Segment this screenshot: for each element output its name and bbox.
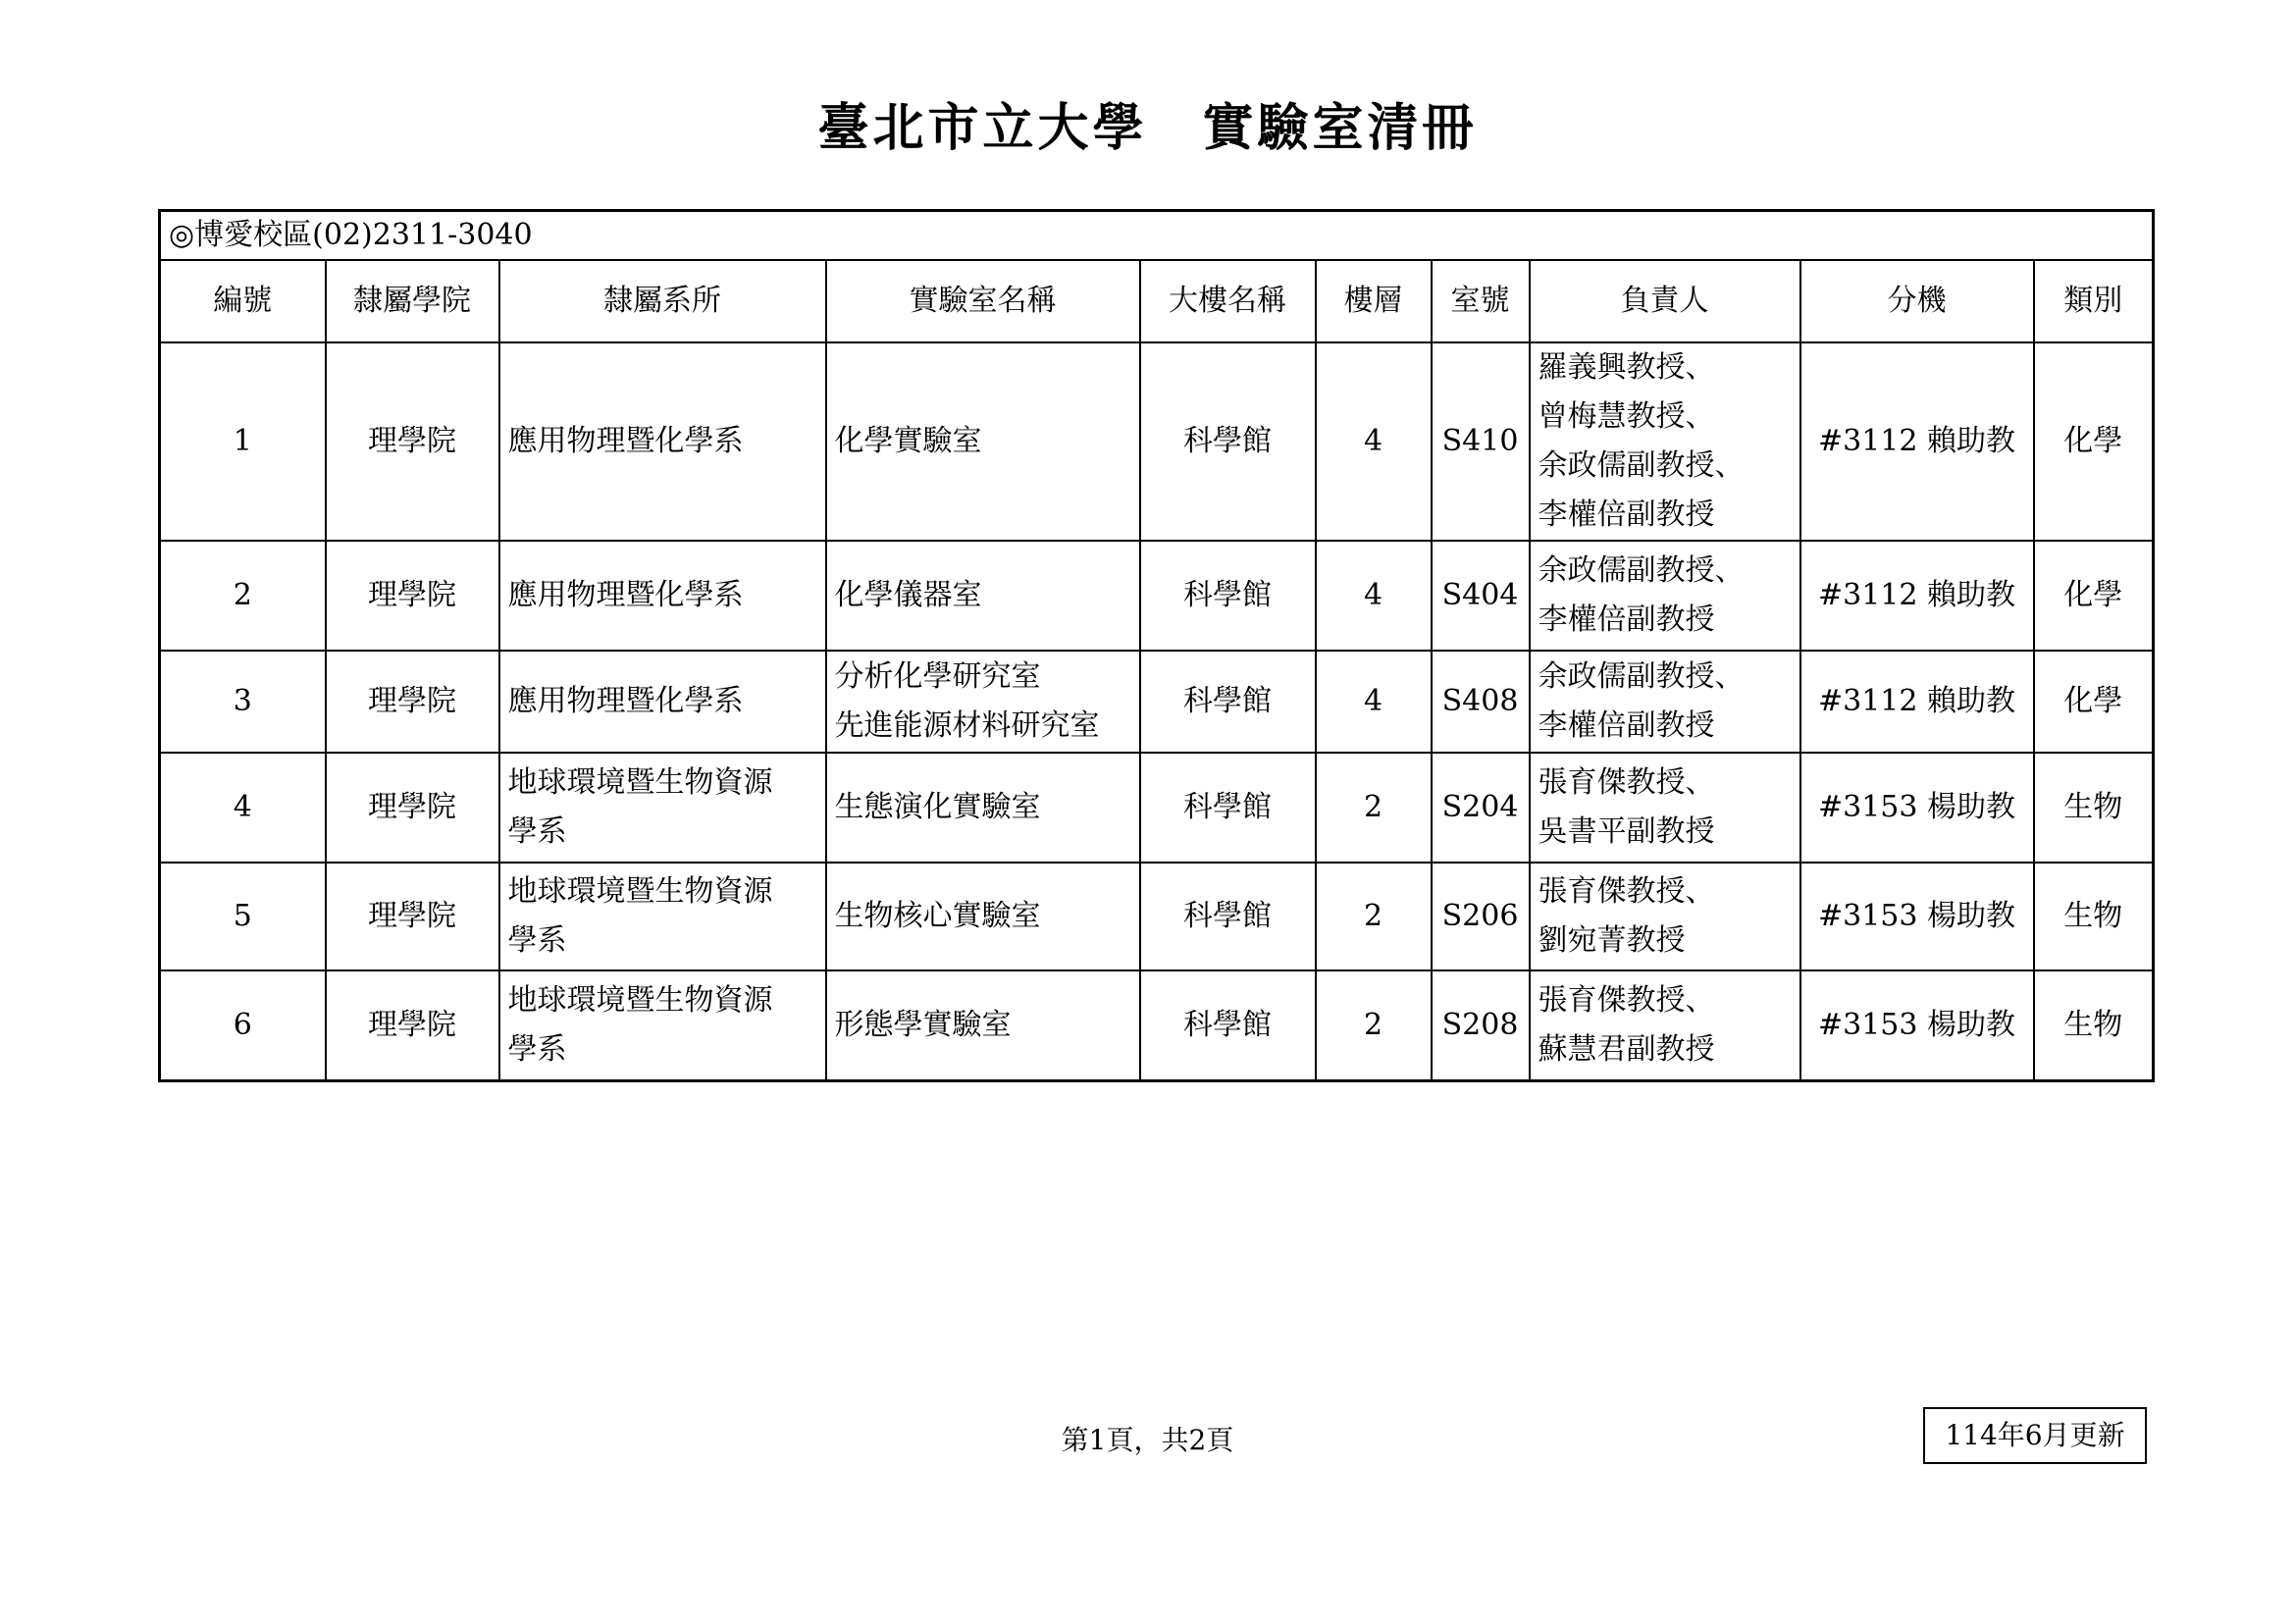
cell-college: 理學院 [326,541,499,651]
header-floor: 樓層 [1316,260,1432,342]
cell-lab: 形態學實驗室 [826,970,1140,1081]
updated-box: 114年6月更新 [1923,1407,2147,1464]
cell-lab: 生態演化實驗室 [826,753,1140,863]
table-body [160,211,2154,1081]
header-row [160,260,2154,342]
header-ext: 分機 [1800,260,2034,342]
table-row [160,342,2154,541]
cell-building: 科學館 [1140,651,1316,753]
cell-category: 化學 [2034,651,2154,753]
cell-ext: #3112 賴助教 [1800,651,2034,753]
cell-room: S206 [1432,863,1530,970]
cell-category: 化學 [2034,342,2154,541]
cell-room: S408 [1432,651,1530,753]
cell-ext: #3153 楊助教 [1800,753,2034,863]
cell-manager: 余政儒副教授、 李權倍副教授 [1530,651,1800,753]
cell-room: S208 [1432,970,1530,1081]
header-no: 編號 [160,260,326,342]
table-row [160,863,2154,970]
cell-dept: 應用物理暨化學系 [499,541,826,651]
table-row [160,970,2154,1081]
header-dept: 隸屬系所 [499,260,826,342]
cell-floor: 4 [1316,342,1432,541]
cell-floor: 4 [1316,651,1432,753]
header-manager: 負責人 [1530,260,1800,342]
cell-dept: 應用物理暨化學系 [499,651,826,753]
cell-building: 科學館 [1140,863,1316,970]
title-university: 臺北市立大學 [817,99,1148,158]
cell-lab: 化學儀器室 [826,541,1140,651]
header-building: 大樓名稱 [1140,260,1316,342]
cell-category: 生物 [2034,863,2154,970]
table-row [160,541,2154,651]
cell-floor: 2 [1316,753,1432,863]
cell-manager: 張育傑教授、 吳書平副教授 [1530,753,1800,863]
cell-manager: 張育傑教授、 劉宛菁教授 [1530,863,1800,970]
table-row [160,753,2154,863]
cell-room: S204 [1432,753,1530,863]
header-room: 室號 [1432,260,1530,342]
cell-floor: 2 [1316,863,1432,970]
cell-no: 4 [160,753,326,863]
cell-manager: 張育傑教授、 蘇慧君副教授 [1530,970,1800,1081]
header-college: 隸屬學院 [326,260,499,342]
cell-no: 2 [160,541,326,651]
campus-row [160,211,2154,261]
cell-no: 6 [160,970,326,1081]
header-category: 類別 [2034,260,2154,342]
page-number: 第1頁，共2頁 [1061,1424,1234,1456]
document-title [0,86,2295,160]
cell-ext: #3153 楊助教 [1800,970,2034,1081]
cell-dept: 應用物理暨化學系 [499,342,826,541]
campus-info: ◎博愛校區(02)2311-3040 [160,211,2154,261]
cell-college: 理學院 [326,863,499,970]
cell-college: 理學院 [326,651,499,753]
cell-category: 生物 [2034,753,2154,863]
cell-no: 5 [160,863,326,970]
cell-category: 生物 [2034,970,2154,1081]
cell-ext: #3112 賴助教 [1800,342,2034,541]
cell-lab: 化學實驗室 [826,342,1140,541]
cell-ext: #3153 楊助教 [1800,863,2034,970]
title-subject: 實驗室清冊 [1202,99,1478,158]
cell-building: 科學館 [1140,753,1316,863]
cell-lab: 分析化學研究室 先進能源材料研究室 [826,651,1140,753]
cell-building: 科學館 [1140,970,1316,1081]
cell-no: 3 [160,651,326,753]
cell-dept: 地球環境暨生物資源 學系 [499,753,826,863]
cell-college: 理學院 [326,970,499,1081]
cell-building: 科學館 [1140,541,1316,651]
cell-no: 1 [160,342,326,541]
cell-college: 理學院 [326,753,499,863]
cell-floor: 4 [1316,541,1432,651]
cell-ext: #3112 賴助教 [1800,541,2034,651]
cell-floor: 2 [1316,970,1432,1081]
cell-building: 科學館 [1140,342,1316,541]
cell-room: S404 [1432,541,1530,651]
lab-inventory-table [158,209,2155,1082]
cell-dept: 地球環境暨生物資源 學系 [499,970,826,1081]
header-lab: 實驗室名稱 [826,260,1140,342]
cell-lab: 生物核心實驗室 [826,863,1140,970]
cell-category: 化學 [2034,541,2154,651]
cell-manager: 余政儒副教授、 李權倍副教授 [1530,541,1800,651]
table-row [160,651,2154,753]
cell-dept: 地球環境暨生物資源 學系 [499,863,826,970]
cell-room: S410 [1432,342,1530,541]
cell-manager: 羅義興教授、 曾梅慧教授、 余政儒副教授、 李權倍副教授 [1530,342,1800,541]
cell-college: 理學院 [326,342,499,541]
